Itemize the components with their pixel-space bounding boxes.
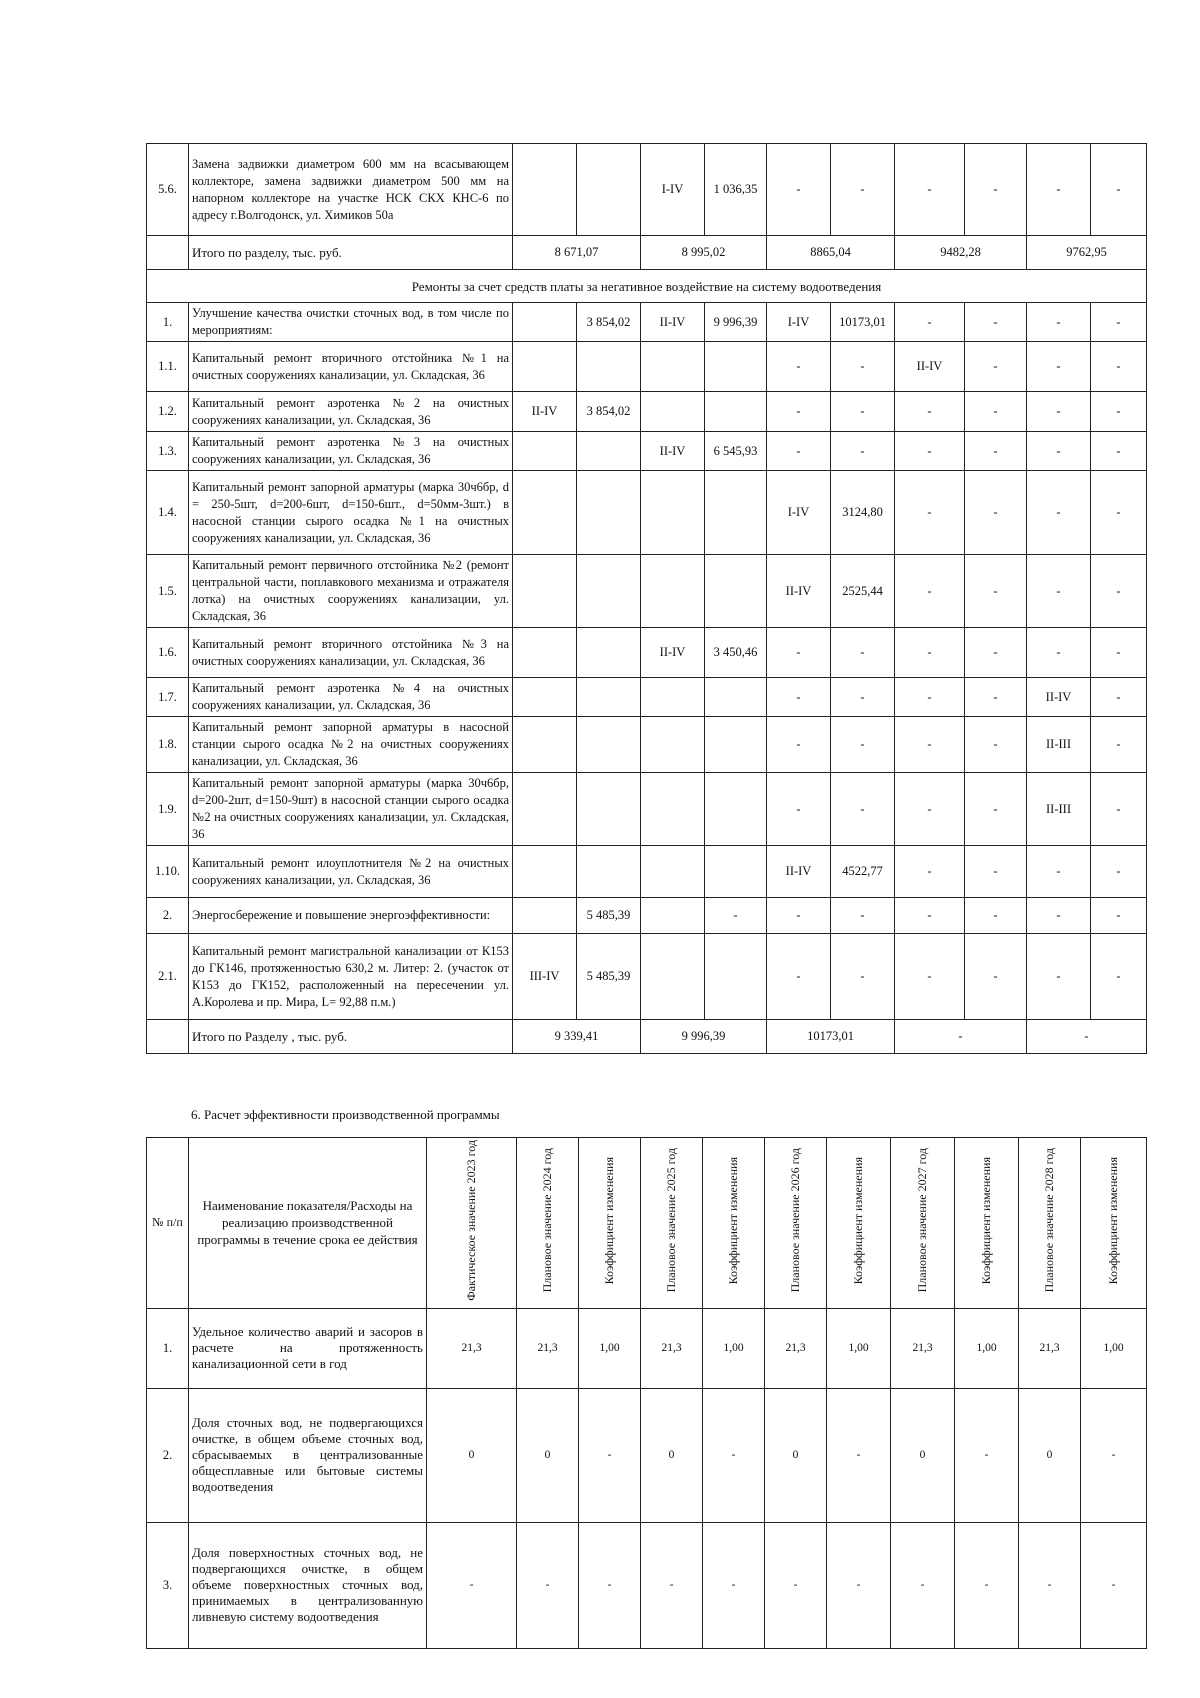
cell: I-IV — [641, 144, 705, 236]
cell: - — [895, 717, 965, 773]
table-row — [147, 1388, 1147, 1522]
cell: - — [1027, 555, 1091, 628]
section-title: Ремонты за счет средств платы за негативное воздействие на систему водоотведения — [147, 270, 1147, 303]
cell — [513, 144, 577, 236]
cell — [577, 471, 641, 555]
cell — [705, 717, 767, 773]
cell: 21,3 — [517, 1308, 579, 1388]
column-header-num: № п/п — [147, 1138, 189, 1309]
table-row — [147, 846, 1147, 898]
cell: - — [831, 678, 895, 717]
cell: - — [965, 678, 1027, 717]
cell: - — [1027, 898, 1091, 934]
table-row — [147, 628, 1147, 678]
cell: 1,00 — [827, 1308, 891, 1388]
cell — [513, 555, 577, 628]
cell: - — [965, 471, 1027, 555]
cell: - — [831, 934, 895, 1020]
cell: 1 036,35 — [705, 144, 767, 236]
cell: 9 996,39 — [705, 303, 767, 342]
cell: - — [767, 144, 831, 236]
cell — [513, 717, 577, 773]
cell: - — [1091, 678, 1147, 717]
cell: - — [965, 628, 1027, 678]
total-value: 8 995,02 — [641, 236, 767, 270]
cell: - — [767, 898, 831, 934]
cell: 3 854,02 — [577, 303, 641, 342]
cell: - — [965, 342, 1027, 392]
cell: I-IV — [767, 303, 831, 342]
cell: - — [641, 1522, 703, 1648]
cell: - — [767, 392, 831, 432]
cell: - — [895, 432, 965, 471]
column-header: Плановое значение 2024 год — [540, 1148, 554, 1293]
cell: - — [831, 392, 895, 432]
cell: - — [1027, 846, 1091, 898]
cell: - — [765, 1522, 827, 1648]
cell: 10173,01 — [831, 303, 895, 342]
cell: - — [1027, 432, 1091, 471]
cell: - — [1019, 1522, 1081, 1648]
cell: II-III — [1027, 717, 1091, 773]
cell: - — [831, 717, 895, 773]
table-row — [147, 1522, 1147, 1648]
cell: - — [767, 342, 831, 392]
total-row — [147, 236, 1147, 270]
cell — [513, 678, 577, 717]
cell: - — [965, 392, 1027, 432]
cell: - — [895, 555, 965, 628]
total-value: 10173,01 — [767, 1020, 895, 1054]
cell: - — [517, 1522, 579, 1648]
row-number: 5.6. — [147, 144, 189, 236]
cell: 1,00 — [579, 1308, 641, 1388]
row-description: Капитальный ремонт запорной арматуры (марка 30ч6бр, d=200-2шт, d=150-9шт) в насосной станции сырого осадка №2 на очистных сооружениях канализации, ул. Складская, 36 — [189, 773, 513, 846]
cell: - — [1091, 846, 1147, 898]
table-row — [147, 555, 1147, 628]
cell: - — [1091, 717, 1147, 773]
cell — [513, 773, 577, 846]
table-row — [147, 144, 1147, 236]
total-label: Итого по Разделу , тыс. руб. — [189, 1020, 513, 1054]
cell — [641, 342, 705, 392]
cell: - — [831, 342, 895, 392]
cell — [641, 934, 705, 1020]
cell: 3 450,46 — [705, 628, 767, 678]
cell: - — [965, 898, 1027, 934]
cell — [705, 555, 767, 628]
cell: 5 485,39 — [577, 934, 641, 1020]
cell — [577, 342, 641, 392]
row-number: 2. — [147, 898, 189, 934]
cell — [513, 628, 577, 678]
table-row — [147, 303, 1147, 342]
cell: - — [895, 773, 965, 846]
row-description: Капитальный ремонт илоуплотнителя №2 на очистных сооружениях канализации, ул. Складская, 36 — [189, 846, 513, 898]
cell — [641, 471, 705, 555]
cell — [641, 678, 705, 717]
total-value: 9762,95 — [1027, 236, 1147, 270]
cell: II-IV — [767, 846, 831, 898]
total-value: 9 339,41 — [513, 1020, 641, 1054]
cell: - — [955, 1388, 1019, 1522]
cell: - — [965, 934, 1027, 1020]
cell: I-IV — [767, 471, 831, 555]
cell: - — [895, 898, 965, 934]
cell: - — [1027, 303, 1091, 342]
cell: - — [1091, 934, 1147, 1020]
cell: II-IV — [1027, 678, 1091, 717]
row-number: 2.1. — [147, 934, 189, 1020]
total-row — [147, 1020, 1147, 1054]
cell: - — [579, 1522, 641, 1648]
cell: II-IV — [895, 342, 965, 392]
cell — [577, 717, 641, 773]
total-value: 8865,04 — [767, 236, 895, 270]
row-description: Капитальный ремонт первичного отстойника №2 (ремонт центральной части, поплавкового механизма и отражателя лотка) на очистных сооружениях канализации, ул. Складская, 36 — [189, 555, 513, 628]
cell — [705, 471, 767, 555]
cell: - — [1081, 1522, 1147, 1648]
total-value: - — [895, 1020, 1027, 1054]
row-number: 1.3. — [147, 432, 189, 471]
cell: 1,00 — [955, 1308, 1019, 1388]
column-header: Коэффициент изменения — [1106, 1156, 1120, 1285]
cell — [513, 342, 577, 392]
cell: - — [767, 628, 831, 678]
cell — [577, 144, 641, 236]
cell: - — [895, 628, 965, 678]
total-value: 9 996,39 — [641, 1020, 767, 1054]
cell: 5 485,39 — [577, 898, 641, 934]
cell: II-III — [1027, 773, 1091, 846]
row-description: Капитальный ремонт аэротенка №3 на очистных сооружениях канализации, ул. Складская, 36 — [189, 432, 513, 471]
cell: - — [1091, 628, 1147, 678]
cell: - — [767, 432, 831, 471]
row-number: 3. — [147, 1522, 189, 1648]
cell: 1,00 — [1081, 1308, 1147, 1388]
cell — [641, 717, 705, 773]
cell — [705, 342, 767, 392]
row-number: 1.4. — [147, 471, 189, 555]
total-value: 9482,28 — [895, 236, 1027, 270]
column-header-name: Наименование показателя/Расходы на реализацию производственной программы в течение срока ее действия — [189, 1138, 427, 1309]
cell: 21,3 — [641, 1308, 703, 1388]
cell: - — [1027, 628, 1091, 678]
table-row — [147, 471, 1147, 555]
cell: - — [1091, 555, 1147, 628]
cell: II-IV — [641, 628, 705, 678]
cell: - — [895, 471, 965, 555]
cell: - — [827, 1522, 891, 1648]
cell: 21,3 — [1019, 1308, 1081, 1388]
cell: - — [703, 1522, 765, 1648]
cell: - — [831, 144, 895, 236]
cell: - — [827, 1388, 891, 1522]
cell: - — [1091, 471, 1147, 555]
cell: - — [831, 773, 895, 846]
table-row — [147, 717, 1147, 773]
row-description: Капитальный ремонт запорной арматуры в насосной станции сырого осадка №2 на очистных сооружениях канализации, ул. Складская, 36 — [189, 717, 513, 773]
table-row — [147, 678, 1147, 717]
row-description: Капитальный ремонт вторичного отстойника №3 на очистных сооружениях канализации, ул. Складская, 36 — [189, 628, 513, 678]
cell: 21,3 — [891, 1308, 955, 1388]
cell: 2525,44 — [831, 555, 895, 628]
cell: - — [965, 432, 1027, 471]
cell: - — [895, 303, 965, 342]
cell: 0 — [765, 1388, 827, 1522]
cell: II-IV — [641, 432, 705, 471]
row-number: 1.8. — [147, 717, 189, 773]
table-row — [147, 773, 1147, 846]
row-description: Доля поверхностных сточных вод, не подвергающихся очистке, в общем объеме поверхностных сточных вод, принимаемых в централизованную ливневую систему водоотведения — [189, 1522, 427, 1648]
cell — [641, 773, 705, 846]
cell — [577, 846, 641, 898]
cell: - — [767, 773, 831, 846]
cell: - — [965, 846, 1027, 898]
cell: 6 545,93 — [705, 432, 767, 471]
cell: - — [1091, 342, 1147, 392]
cell: II-IV — [513, 392, 577, 432]
cell: - — [965, 555, 1027, 628]
cell — [577, 773, 641, 846]
efficiency-table — [146, 1137, 1147, 1649]
column-header: Плановое значение 2025 год — [664, 1148, 678, 1293]
cell: 0 — [1019, 1388, 1081, 1522]
cell — [641, 555, 705, 628]
cell — [641, 392, 705, 432]
cell: - — [1027, 471, 1091, 555]
cell: II-IV — [641, 303, 705, 342]
repairs-rows — [147, 303, 1147, 1020]
column-header: Фактическое значение 2023 год — [464, 1140, 478, 1301]
cell: - — [831, 432, 895, 471]
cell: 3124,80 — [831, 471, 895, 555]
cell: - — [767, 934, 831, 1020]
cell — [705, 934, 767, 1020]
cell: - — [965, 773, 1027, 846]
row-description: Капитальный ремонт магистральной канализации от К153 до ГК146, протяженностью 630,2 м. Литер: 2. (участок от К153 до ГК152, расположенный на пересечении ул. А.Королева и пр. Мира, L= 92,88 п.м.) — [189, 934, 513, 1020]
header-row — [147, 1138, 1147, 1309]
cell — [577, 678, 641, 717]
table-row — [147, 898, 1147, 934]
cell — [513, 432, 577, 471]
row-number: 1.10. — [147, 846, 189, 898]
row-description: Капитальный ремонт вторичного отстойника №1 на очистных сооружениях канализации, ул. Складская, 36 — [189, 342, 513, 392]
table-row — [147, 342, 1147, 392]
row-number: 1.5. — [147, 555, 189, 628]
table-row — [147, 934, 1147, 1020]
cell — [641, 898, 705, 934]
cell: - — [1091, 898, 1147, 934]
row-description: Удельное количество аварий и засоров в расчете на протяженность канализационной сети в год — [189, 1308, 427, 1388]
cell: 0 — [891, 1388, 955, 1522]
repairs-table — [146, 143, 1147, 1054]
row-description: Замена задвижки диаметром 600 мм на всасывающем коллекторе, замена задвижки диаметром 500 мм на напорном коллекторе на участке НСК СКХ КНС-6 по адресу г.Волгодонск, ул. Химиков 50а — [189, 144, 513, 236]
total-value: - — [1027, 1020, 1147, 1054]
row-description: Энергосбережение и повышение энергоэффективности: — [189, 898, 513, 934]
cell — [641, 846, 705, 898]
row-number: 1.6. — [147, 628, 189, 678]
cell: - — [1091, 392, 1147, 432]
cell: 4522,77 — [831, 846, 895, 898]
column-header: Плановое значение 2026 год — [788, 1148, 802, 1293]
cell: - — [579, 1388, 641, 1522]
cell: - — [427, 1522, 517, 1648]
row-number: 1.1. — [147, 342, 189, 392]
cell: - — [895, 392, 965, 432]
cell: - — [955, 1522, 1019, 1648]
row-number: 1. — [147, 303, 189, 342]
cell: - — [965, 144, 1027, 236]
cell — [513, 898, 577, 934]
row-number: 1. — [147, 1308, 189, 1388]
cell: - — [767, 678, 831, 717]
efficiency-rows — [147, 1308, 1147, 1648]
row-description: Доля сточных вод, не подвергающихся очистке, в общем объеме сточных вод, сбрасываемых в централизованные общесплавные или бытовые системы водоотведения — [189, 1388, 427, 1522]
row-description: Капитальный ремонт запорной арматуры (марка 30ч6бр, d = 250-5шт, d=200-6шт, d=150-6шт., d=50мм-3шт.) в насосной станции сырого осадка №1 на очистных сооружениях канализации, ул. Складская, 36 — [189, 471, 513, 555]
row-description: Капитальный ремонт аэротенка №2 на очистных сооружениях канализации, ул. Складская, 36 — [189, 392, 513, 432]
cell: - — [895, 846, 965, 898]
cell: III-IV — [513, 934, 577, 1020]
cell — [577, 555, 641, 628]
cell: - — [767, 717, 831, 773]
total-label: Итого по разделу, тыс. руб. — [189, 236, 513, 270]
row-description: Улучшение качества очистки сточных вод, в том числе по мероприятиям: — [189, 303, 513, 342]
cell — [705, 846, 767, 898]
cell — [577, 432, 641, 471]
cell: - — [895, 678, 965, 717]
row-number: 2. — [147, 1388, 189, 1522]
table-row — [147, 1308, 1147, 1388]
cell: 0 — [427, 1388, 517, 1522]
column-header: Коэффициент изменения — [851, 1156, 865, 1285]
cell: - — [1027, 392, 1091, 432]
cell: - — [1091, 773, 1147, 846]
cell: II-IV — [767, 555, 831, 628]
cell: - — [1091, 303, 1147, 342]
cell: - — [1027, 342, 1091, 392]
cell: - — [1081, 1388, 1147, 1522]
section-6-title: 6. Расчет эффективности производственной программы — [191, 1107, 500, 1122]
cell: 21,3 — [427, 1308, 517, 1388]
cell: - — [831, 628, 895, 678]
cell: - — [831, 898, 895, 934]
cell: 0 — [641, 1388, 703, 1522]
cell — [705, 773, 767, 846]
cell — [513, 846, 577, 898]
row-number: 1.2. — [147, 392, 189, 432]
table-row — [147, 432, 1147, 471]
cell — [577, 628, 641, 678]
section-header-row — [147, 270, 1147, 303]
row-description: Капитальный ремонт аэротенка №4 на очистных сооружениях канализации, ул. Складская, 36 — [189, 678, 513, 717]
cell — [513, 303, 577, 342]
cell: - — [1027, 934, 1091, 1020]
cell: - — [965, 303, 1027, 342]
column-header: Плановое значение 2027 год — [915, 1148, 929, 1293]
column-header: Коэффициент изменения — [726, 1156, 740, 1285]
cell: - — [703, 1388, 765, 1522]
cell: - — [1091, 144, 1147, 236]
cell: - — [705, 898, 767, 934]
cell: - — [965, 717, 1027, 773]
column-header: Коэффициент изменения — [602, 1156, 616, 1285]
cell: - — [895, 934, 965, 1020]
cell: 3 854,02 — [577, 392, 641, 432]
total-value: 8 671,07 — [513, 236, 641, 270]
column-header: Плановое значение 2028 год — [1042, 1148, 1056, 1293]
cell: - — [1027, 144, 1091, 236]
table-row — [147, 392, 1147, 432]
row-number: 1.7. — [147, 678, 189, 717]
row-number: 1.9. — [147, 773, 189, 846]
cell: - — [1091, 432, 1147, 471]
cell: 0 — [517, 1388, 579, 1522]
cell: - — [895, 144, 965, 236]
cell — [705, 392, 767, 432]
column-header: Коэффициент изменения — [979, 1156, 993, 1285]
cell — [513, 471, 577, 555]
cell: 21,3 — [765, 1308, 827, 1388]
cell — [705, 678, 767, 717]
cell: 1,00 — [703, 1308, 765, 1388]
cell: - — [891, 1522, 955, 1648]
